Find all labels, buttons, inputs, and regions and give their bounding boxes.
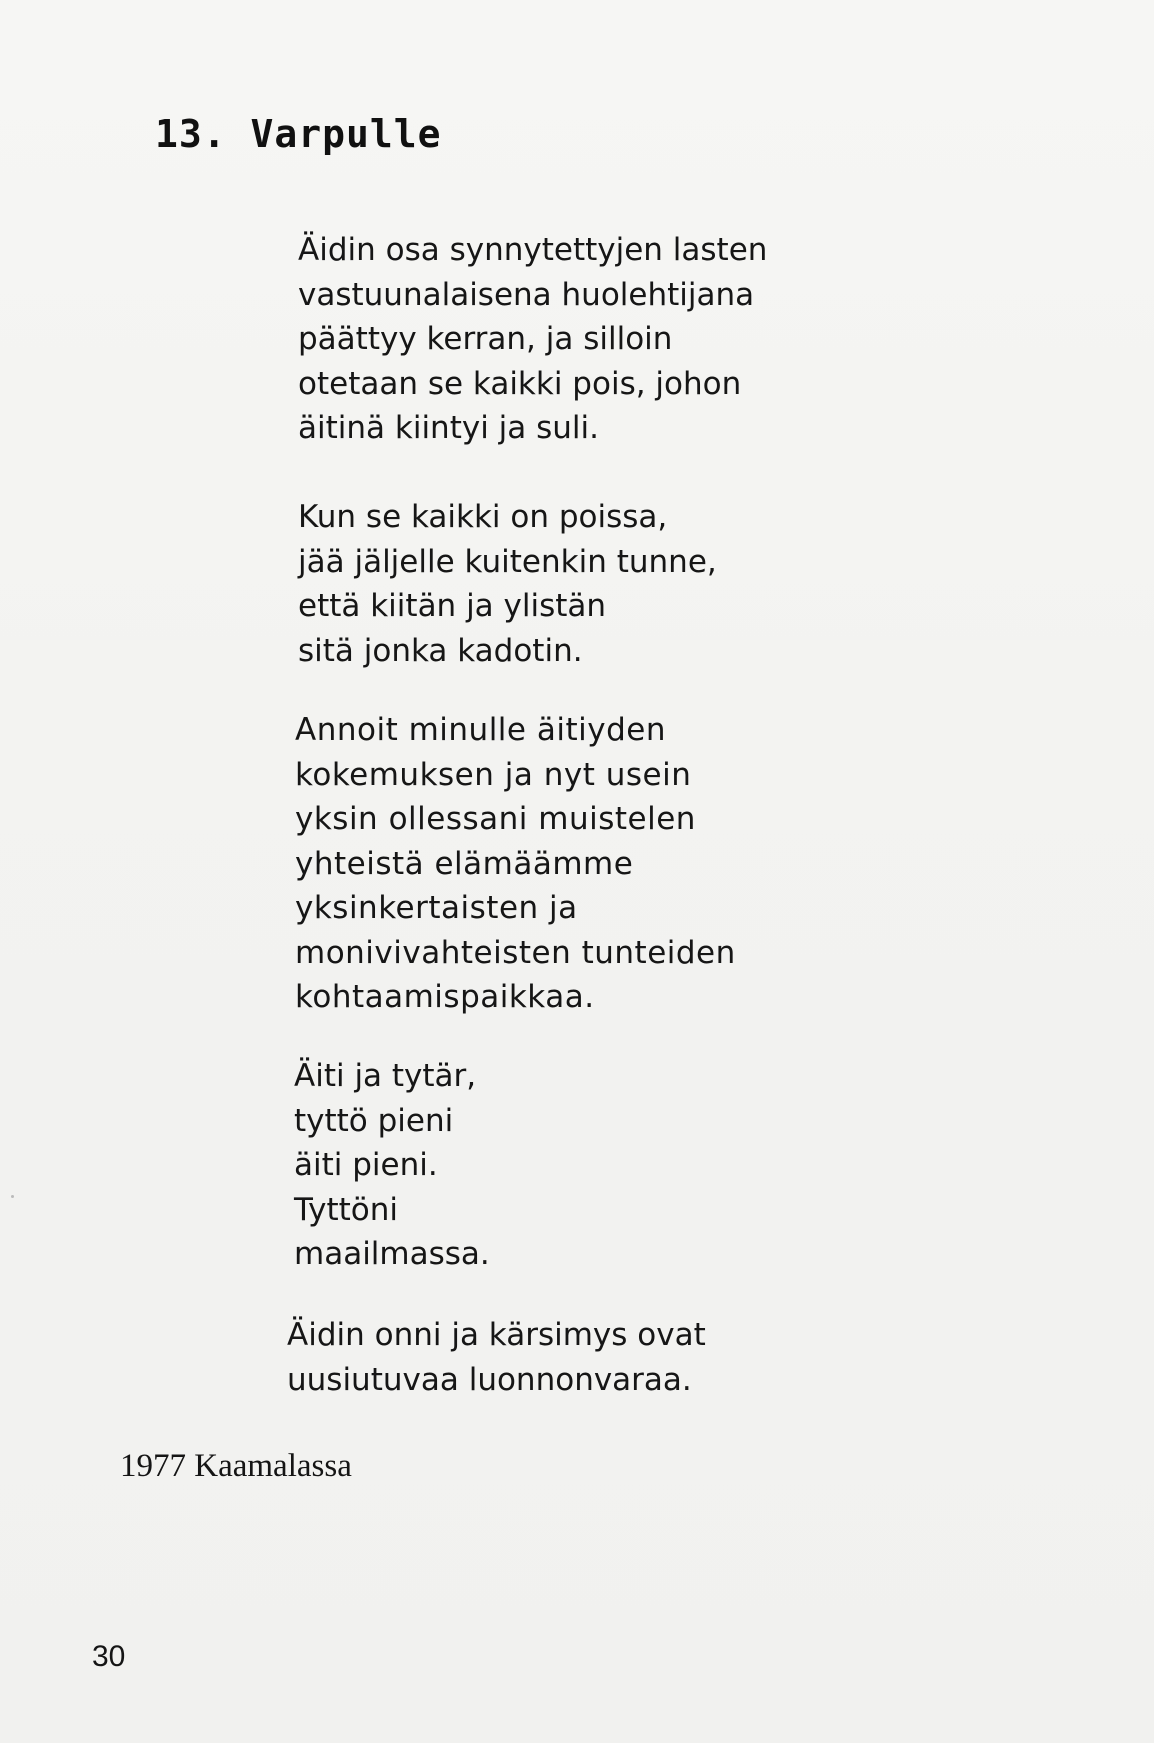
poem-line: uusiutuvaa luonnonvaraa. (287, 1361, 692, 1398)
poem-line: Äiti ja tytär, (294, 1058, 477, 1094)
poem-line: yksin ollessani muistelen (295, 801, 696, 837)
poem-title: 13. Varpulle (155, 112, 442, 156)
poem-line: kohtaamispaikkaa. (295, 979, 595, 1015)
page-number: 30 (92, 1640, 126, 1673)
poem-line: Äidin onni ja kärsimys ovat (287, 1317, 706, 1353)
poem-line: Annoit minulle äitiyden (295, 712, 666, 748)
poem-line: Tyttöni (294, 1191, 398, 1228)
poem-line: kokemuksen ja nyt usein (295, 756, 692, 793)
poem-line: yksinkertaisten ja (295, 890, 578, 926)
stanza-4 (294, 1054, 490, 1277)
place-and-date: 1977 Kaamalassa (120, 1448, 352, 1484)
poem-line: äiti pieni. (294, 1147, 438, 1183)
poem-line: maailmassa. (294, 1236, 490, 1272)
paper-speck (11, 1195, 14, 1198)
poem-line: otetaan se kaikki pois, johon (298, 365, 742, 402)
poem-line: äitinä kiintyi ja suli. (298, 410, 600, 446)
poem-line: tyttö pieni (294, 1102, 454, 1139)
poem-line: Äidin osa synnytettyjen lasten (298, 232, 768, 268)
poem-line: että kiitän ja ylistän (298, 588, 607, 624)
stanza-2 (298, 495, 717, 673)
poem-line: päättyy kerran, ja silloin (298, 321, 673, 357)
poem-line: monivivahteisten tunteiden (295, 934, 736, 971)
poem-line: Kun se kaikki on poissa, (298, 499, 668, 535)
poem-line: jää jäljelle kuitenkin tunne, (298, 543, 717, 580)
stanza-1 (298, 228, 767, 451)
stanza-5 (287, 1313, 706, 1402)
stanza-3 (295, 708, 736, 1020)
poem-line: sitä jonka kadotin. (298, 632, 583, 669)
poem-line: yhteistä elämäämme (295, 845, 634, 882)
poem-line: vastuunalaisena huolehtijana (298, 276, 755, 313)
